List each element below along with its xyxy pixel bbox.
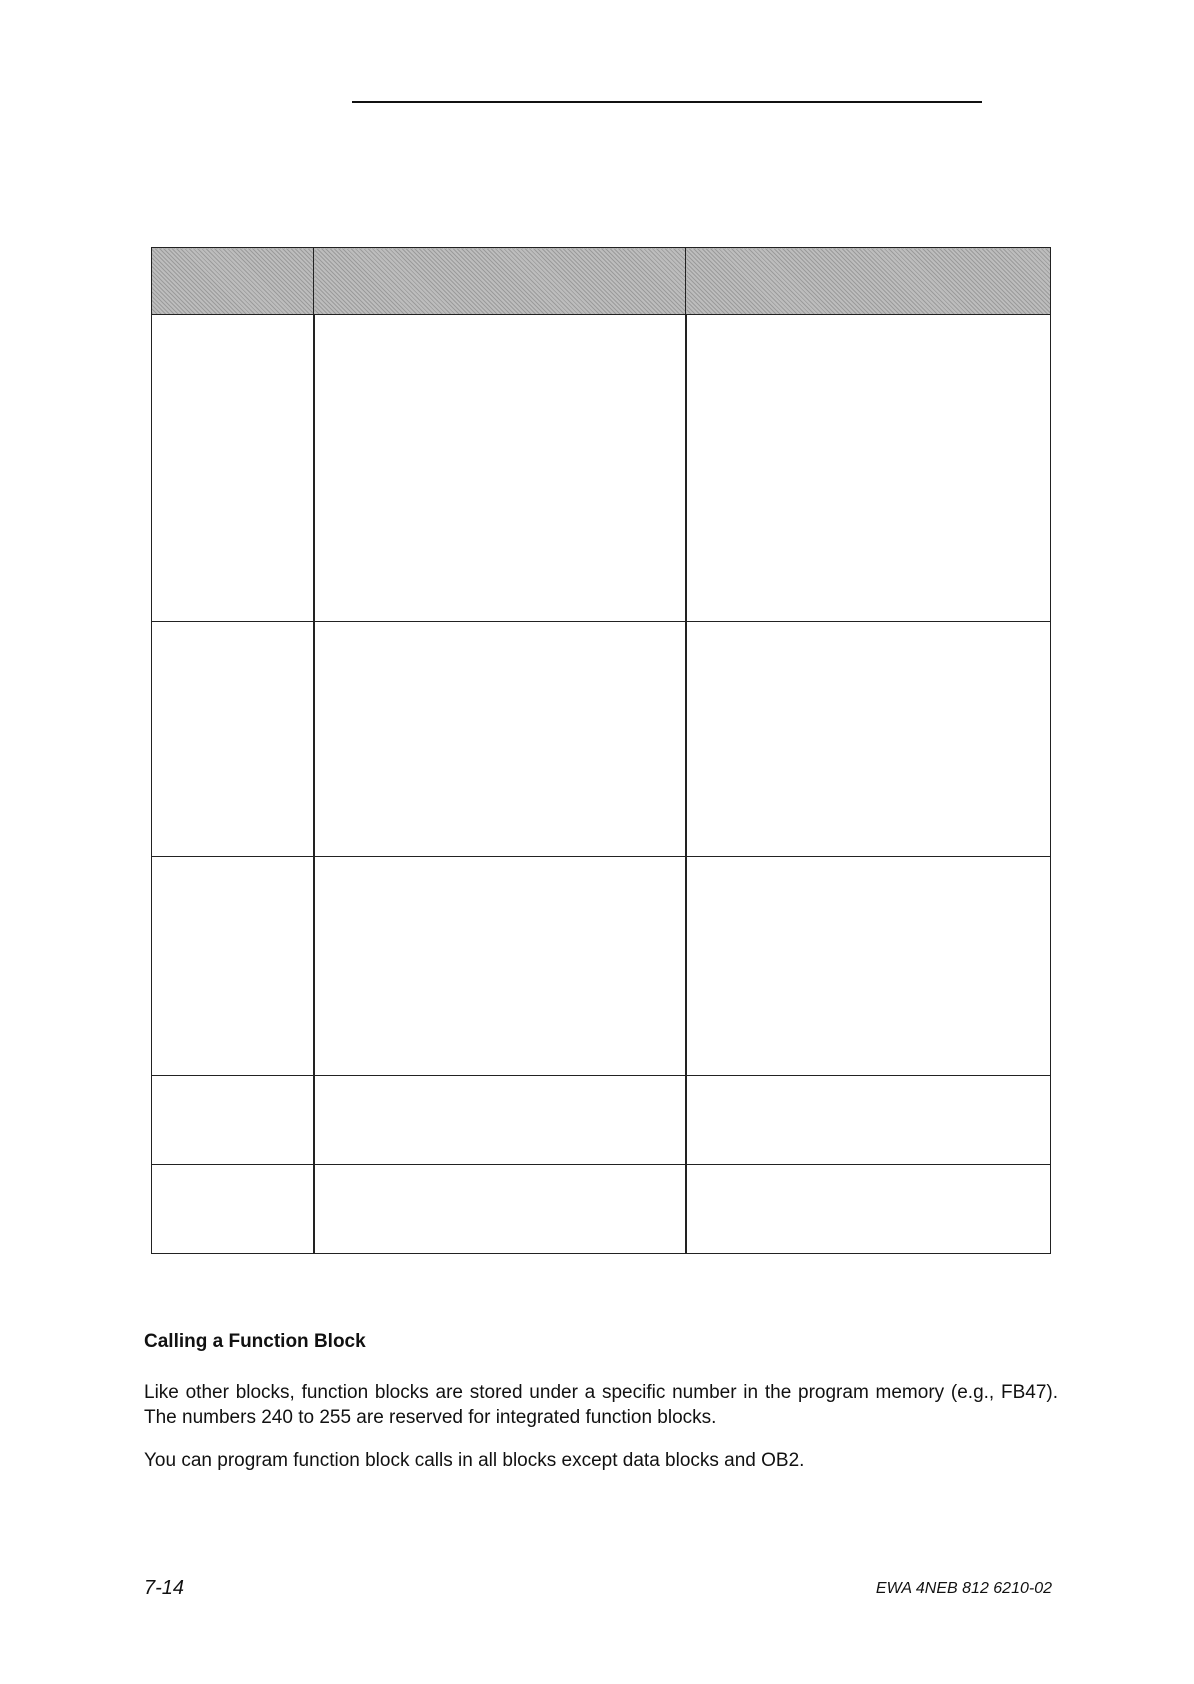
section-heading: Calling a Function Block: [144, 1331, 366, 1352]
table-cell: [314, 622, 686, 857]
table-cell: [152, 857, 314, 1076]
blocks-table: [151, 247, 1051, 1254]
table-cell: [686, 1165, 1051, 1254]
table-row: [152, 622, 1051, 857]
body-paragraph: Like other blocks, function blocks are stored under a specific number in the program memory (e.g., FB47). The numbers 240 to 255 are reserved for integrated function blocks.: [144, 1382, 1058, 1428]
body-paragraph: You can program function block calls in all blocks except data blocks and OB2.: [144, 1450, 805, 1471]
document-code: EWA 4NEB 812 6210-02: [875, 1580, 1052, 1597]
table-header-cell: [314, 248, 686, 315]
table-cell: [686, 1076, 1051, 1165]
table-cell: [686, 622, 1051, 857]
table-cell: [314, 857, 686, 1076]
table-row: [152, 1076, 1051, 1165]
table-header-row: [152, 248, 1051, 315]
table-cell: [686, 857, 1051, 1076]
table-cell: [314, 1165, 686, 1254]
table-cell: [152, 1165, 314, 1254]
table-row: [152, 315, 1051, 622]
table-cell: [314, 1076, 686, 1165]
table-header-cell: [152, 248, 314, 315]
table-row: [152, 1165, 1051, 1254]
page-number: 7-14: [144, 1577, 185, 1599]
table-header-cell: [686, 248, 1051, 315]
table-cell: [152, 315, 314, 622]
table-row: [152, 857, 1051, 1076]
table-cell: [152, 1076, 314, 1165]
table-cell: [152, 622, 314, 857]
table-cell: [686, 315, 1051, 622]
header-rule: [352, 101, 982, 103]
table-cell: [314, 315, 686, 622]
